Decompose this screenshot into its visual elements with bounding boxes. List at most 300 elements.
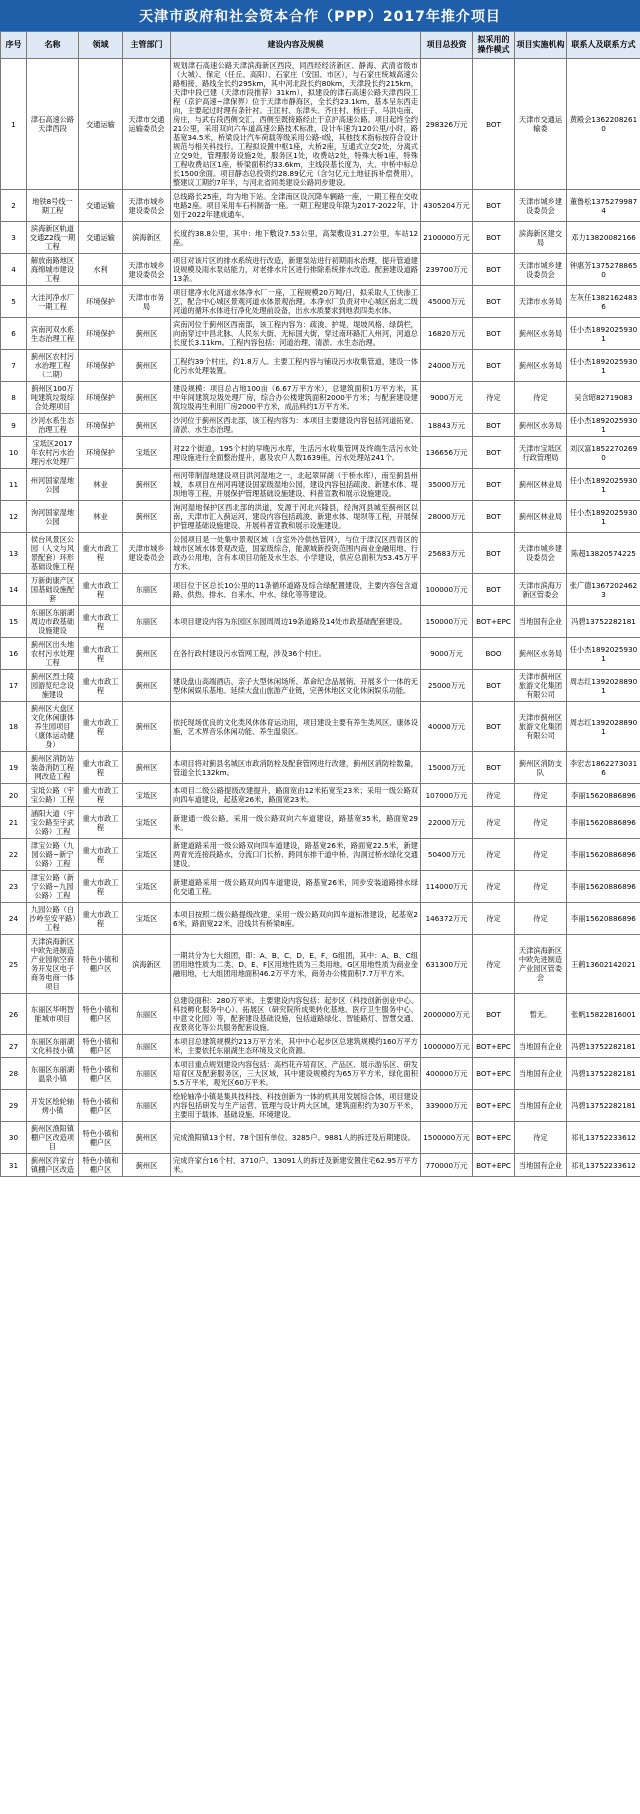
row-no: 26 (1, 994, 27, 1035)
row-field: 重大市政工程 (79, 574, 123, 606)
table-row (1, 903, 640, 935)
row-invest: 50400万元 (421, 839, 473, 871)
table-row (1, 533, 640, 574)
row-invest: 18843万元 (421, 414, 473, 437)
row-field: 水利 (79, 254, 123, 286)
row-org: 滨海新区建交局 (515, 222, 567, 254)
row-name: 大洼河净水厂一期工程 (27, 286, 79, 318)
row-org: 暂无。 (515, 994, 567, 1035)
row-org: 待定 (515, 871, 567, 903)
row-content: 本项目按照二级公路提级改建，采用一级公路双向四车道标准建设，起基宽26米，路面宽22米，沿线共有桥梁8座。 (171, 903, 421, 935)
row-field: 交通运输 (79, 222, 123, 254)
row-invest: 631300万元 (421, 935, 473, 994)
row-name: 蓟州区烈士陵园游览纪念设施建设 (27, 670, 79, 702)
row-no: 5 (1, 286, 27, 318)
row-mode: BOT+EPC (473, 1090, 515, 1122)
col-header-mode: 拟采用的操作模式 (473, 32, 515, 59)
row-field: 特色小镇和棚户区 (79, 1035, 123, 1058)
row-invest: 339000万元 (421, 1090, 473, 1122)
row-mode: BOT (473, 574, 515, 606)
row-dept: 蓟州区 (123, 414, 171, 437)
row-dept: 蓟州区 (123, 752, 171, 784)
row-dept: 宝坻区 (123, 903, 171, 935)
row-field: 重大市政工程 (79, 533, 123, 574)
row-content: 项目对该片区的排水系统进行改造，新建泵站进行初期雨水治理，提升管道建设规模及雨水泵站能力，对老排水片区进行排除系统排水改造。配套建设道路13条。 (171, 254, 421, 286)
row-mode: 待定 (473, 784, 515, 807)
row-invest: 28000万元 (421, 501, 473, 533)
row-content: 绘轮轴净小镇是集具技科技、科技创新为一体的机具用发展综合体，项目建设内容包括研发与生产运营、管理与设计两大区域，建筑面积约为30万平米，主要用于载体、基础设施、环境建设。 (171, 1090, 421, 1122)
row-dept: 东丽区 (123, 574, 171, 606)
row-mode: BOT (473, 254, 515, 286)
row-invest: 16820万元 (421, 318, 473, 350)
col-header-contact: 联系人及联系方式 (567, 32, 640, 59)
row-org: 当地国有企业 (515, 1154, 567, 1177)
row-invest: 114000万元 (421, 871, 473, 903)
row-name: 开发区绘轮轴烤小镇 (27, 1090, 79, 1122)
row-org: 蓟州区水务局 (515, 350, 567, 382)
row-dept: 蓟州区 (123, 1154, 171, 1177)
table-row (1, 222, 640, 254)
table-row (1, 1058, 640, 1090)
row-no: 24 (1, 903, 27, 935)
row-mode: BOT (473, 702, 515, 752)
row-dept: 蓟州区 (123, 638, 171, 670)
row-invest: 9000万元 (421, 382, 473, 414)
row-dept: 蓟州区 (123, 1122, 171, 1154)
row-content: 本项目总建筑规模约213万平方米，其中中心起步区总建筑规模约160万平方米，主要依托东丽湖生态环境及文化资源。 (171, 1035, 421, 1058)
row-name: 东丽区东丽湖文化科技小镇 (27, 1035, 79, 1058)
row-field: 重大市政工程 (79, 702, 123, 752)
row-contact: 左灰任13821624836 (567, 286, 640, 318)
table-row (1, 1035, 640, 1058)
row-invest: 770000万元 (421, 1154, 473, 1177)
row-dept: 宝坻区 (123, 839, 171, 871)
table-row (1, 190, 640, 222)
row-content: 工程约39个村庄，约1.8万人。主要工程内容与铺设污水收集管道，建设一体化污水处理装置。 (171, 350, 421, 382)
row-no: 20 (1, 784, 27, 807)
table-header-row (1, 32, 640, 59)
row-org: 天津市水务局 (515, 286, 567, 318)
row-field: 特色小镇和棚户区 (79, 994, 123, 1035)
row-contact: 李丽15620886896 (567, 871, 640, 903)
row-no: 19 (1, 752, 27, 784)
row-invest: 136656万元 (421, 437, 473, 469)
table-row (1, 1154, 640, 1177)
row-dept: 天津市城乡建设委员会 (123, 533, 171, 574)
table-row (1, 752, 640, 784)
table-row (1, 350, 640, 382)
row-no: 16 (1, 638, 27, 670)
row-invest: 2100000万元 (421, 222, 473, 254)
row-field: 特色小镇和棚户区 (79, 1090, 123, 1122)
row-no: 10 (1, 437, 27, 469)
table-row (1, 254, 640, 286)
row-name: 蓟州区渔阳镇棚户区改造项目 (27, 1122, 79, 1154)
table-row (1, 574, 640, 606)
row-no: 18 (1, 702, 27, 752)
row-content: 公园项目是一处集中景观区域（含室外冷供热管网），与位于津汉区西青区的城市区域水体景观改造，国家级综合，能源城新投资范围内商业金融用地、行政办公用地，含有本项目功能及水生态、小学建设，供应总面积为53.45万平方米。 (171, 533, 421, 574)
row-name: 沙河水系生态治理工程 (27, 414, 79, 437)
row-name: 洵河国家湿地公园 (27, 501, 79, 533)
row-dept: 天津市城乡建设委员会 (123, 254, 171, 286)
row-no: 6 (1, 318, 27, 350)
row-no: 31 (1, 1154, 27, 1177)
row-name: 宾南河双水系生态治理工程 (27, 318, 79, 350)
row-content: 完成渔阳镇13个村、78个国有单位、3285户、9881人的拆迁及后期建设。 (171, 1122, 421, 1154)
row-contact: 钟惠芳13752788650 (567, 254, 640, 286)
table-row (1, 638, 640, 670)
row-content: 在各行政村建设污水管网工程，涉及36个村庄。 (171, 638, 421, 670)
row-invest: 298326万元 (421, 59, 473, 190)
row-mode: BOT (473, 501, 515, 533)
row-field: 重大市政工程 (79, 670, 123, 702)
table-row (1, 994, 640, 1035)
row-no: 25 (1, 935, 27, 994)
row-content: 沙河位于蓟州区西北部，该工程内容为：本项目主要建设内容包括河道拓宽、清淤、水生态治理。 (171, 414, 421, 437)
row-contact: 冯碧13752282181 (567, 1058, 640, 1090)
table-row (1, 286, 640, 318)
row-dept: 宝坻区 (123, 784, 171, 807)
row-invest: 22000万元 (421, 807, 473, 839)
row-org: 当地国有企业 (515, 1035, 567, 1058)
row-org: 蓟州区水务局 (515, 638, 567, 670)
row-mode: BOT (473, 670, 515, 702)
row-dept: 蓟州区 (123, 350, 171, 382)
row-name: 蓟州区农村污水治理工程（二期） (27, 350, 79, 382)
row-field: 特色小镇和棚户区 (79, 935, 123, 994)
row-org: 待定 (515, 903, 567, 935)
row-dept: 宝坻区 (123, 871, 171, 903)
row-contact: 冯碧13752282181 (567, 606, 640, 638)
row-field: 特色小镇和棚户区 (79, 1154, 123, 1177)
col-header-name: 名称 (27, 32, 79, 59)
row-mode: 待定 (473, 839, 515, 871)
row-content: 建设规模：项目总占地100亩（6.67万平方米），总建筑面积1万平方米，其中年间建筑垃圾处理厂房，综合办公楼建筑面积2000平方米；与配套建设建筑垃圾再生利用厂房2000平方米，成品料约1万平方米。 (171, 382, 421, 414)
row-contact: 周志红13920288901 (567, 670, 640, 702)
row-no: 4 (1, 254, 27, 286)
row-name: 蓟州区100万吨建筑垃圾综合处理项目 (27, 382, 79, 414)
row-name: 天津滨海新区中欧先进制造产业园航空商务开发区电子商务电商一体项目 (27, 935, 79, 994)
row-name: 蓟州区出头地农村污水处理工程 (27, 638, 79, 670)
row-name: 万新街康产区国基础设施配套 (27, 574, 79, 606)
row-name: 蓟州区许家台镇棚户区改造 (27, 1154, 79, 1177)
row-content: 总建设面积：280万平米。主要建设内容包括：起步区（科技创新创业中心、科技孵化服务中心）、拓展区（研究院所成果转化基地、医疗卫生服务中心、中意文化园）等，配套建设基础设施，包括道路绿化、智能路灯、智慧交通、夜景亮化等公共服务配套设施。 (171, 994, 421, 1035)
row-mode: BOT (473, 469, 515, 501)
row-org: 待定 (515, 807, 567, 839)
row-mode: BOO (473, 638, 515, 670)
row-contact: 王鹤13602142021 (567, 935, 640, 994)
col-header-invest: 项目总投资 (421, 32, 473, 59)
row-mode: BOT (473, 437, 515, 469)
row-content: 新建道路采用一级公路双向四车道建设，路基宽26米，路面宽22.5米，新建两青光连接段路水，分流口门长桥、跨同东排干道中桥、沟洞过桥水绿化交通建设。 (171, 839, 421, 871)
row-dept: 东丽区 (123, 1090, 171, 1122)
row-field: 重大市政工程 (79, 871, 123, 903)
row-org: 天津市蓟州区旅游文化集团有限公司 (515, 702, 567, 752)
row-org: 天津市城乡建设委员会 (515, 533, 567, 574)
row-content: 依托现场优良的文化类风休体育运动用，项目建设主要有养生类风区、康体设施，艺术界音乐休闲功能、养生温泉区。 (171, 702, 421, 752)
row-contact: 张帆15822816001 (567, 994, 640, 1035)
table-row (1, 1122, 640, 1154)
row-org: 蓟州区水务局 (515, 414, 567, 437)
row-dept: 天津市交通运输委员会 (123, 59, 171, 190)
table-row (1, 501, 640, 533)
row-content: 项目建净水化河道水体净水厂一座，工程规模20万吨/日，拟采取人工快渗工艺，配合中心城区景观河道水体景观治理。本净水厂负责对中心城区南北二级河道的循环水体进行净化处理前设备，出水水质要求到地表四类水体。 (171, 286, 421, 318)
row-field: 环境保护 (79, 414, 123, 437)
row-invest: 1000000万元 (421, 1035, 473, 1058)
table-row (1, 702, 640, 752)
row-contact: 李丽15620886896 (567, 903, 640, 935)
row-mode: BOT+EPC (473, 606, 515, 638)
table-row (1, 670, 640, 702)
row-content: 一期共分为七大组团，即：A、B、C、D、E、F、G组团，其中：A、B、C组团用地性质为二类、D、E、F区用地性质为三类用地。G区用地性质为商业金融用地，七大组团用地面积46.2万平方米，商务办公楼面积7.7万平方米。 (171, 935, 421, 994)
row-name: 解放南路地区海绵城市建设工程 (27, 254, 79, 286)
row-dept: 蓟州区 (123, 318, 171, 350)
row-name: 侯台风景区公园（人文与风景配套）环形基础设施工程 (27, 533, 79, 574)
row-no: 17 (1, 670, 27, 702)
row-mode: 待定 (473, 807, 515, 839)
row-contact: 任小杰18920259301 (567, 414, 640, 437)
table-row (1, 382, 640, 414)
row-dept: 蓟州区 (123, 702, 171, 752)
row-mode: 待定 (473, 935, 515, 994)
row-contact: 周志红13920288901 (567, 702, 640, 752)
row-org: 天津市宝坻区行政管理局 (515, 437, 567, 469)
row-name: 州河国家湿地公园 (27, 469, 79, 501)
row-contact: 李宏志18622730316 (567, 752, 640, 784)
row-mode: 待定 (473, 871, 515, 903)
row-invest: 2000000万元 (421, 994, 473, 1035)
row-invest: 146372万元 (421, 903, 473, 935)
col-header-field: 领域 (79, 32, 123, 59)
row-mode: BOT+EPC (473, 1058, 515, 1090)
row-org: 待定 (515, 382, 567, 414)
row-dept: 宝坻区 (123, 437, 171, 469)
row-dept: 蓟州区 (123, 382, 171, 414)
row-org: 当地国有企业 (515, 1058, 567, 1090)
row-name: 蓟州区大盘区文化休闲康体养生园项目（康体运动健身） (27, 702, 79, 752)
row-mode: BOT+EPC (473, 1035, 515, 1058)
row-invest: 4305204万元 (421, 190, 473, 222)
row-content: 新建道路采用一级公路双向四车道建设，路基宽26米，同步安装道路排水绿化交通工程。 (171, 871, 421, 903)
table-row (1, 414, 640, 437)
row-org: 当地国有企业 (515, 606, 567, 638)
row-field: 林业 (79, 469, 123, 501)
col-header-dept: 主管部门 (123, 32, 171, 59)
row-no: 1 (1, 59, 27, 190)
row-field: 重大市政工程 (79, 839, 123, 871)
row-org: 蓟州区林业局 (515, 469, 567, 501)
table-row (1, 469, 640, 501)
row-content: 宾南河位于蓟州区西南部，该工程内容为：疏浚、护堤、堤坡风格、绿荫栏，向南穿过中昌北脉、人民东大街、无标国大街，穿过南环路汇入州河，河道总长度长3.11km。工程内容包括：河道治理、清淤、水生态治理。 (171, 318, 421, 350)
row-org: 当地国有企业 (515, 1090, 567, 1122)
row-org: 待定 (515, 784, 567, 807)
row-invest: 15000万元 (421, 752, 473, 784)
row-dept: 东丽区 (123, 1035, 171, 1058)
row-field: 环境保护 (79, 286, 123, 318)
row-no: 30 (1, 1122, 27, 1154)
row-content: 项目位于区总长10公里的11条循环道路及综合绿配置建设，主要内容包含道路、供热、排水、自来水、中水、绿化等等建设。 (171, 574, 421, 606)
row-field: 交通运输 (79, 190, 123, 222)
ppp-projects-table (0, 31, 640, 1177)
row-field: 环境保护 (79, 318, 123, 350)
row-mode: 待定 (473, 903, 515, 935)
row-mode: BOT (473, 190, 515, 222)
row-invest: 100000万元 (421, 574, 473, 606)
row-field: 交通运输 (79, 59, 123, 190)
row-no: 11 (1, 469, 27, 501)
row-dept: 蓟州区 (123, 469, 171, 501)
row-field: 特色小镇和棚户区 (79, 1122, 123, 1154)
row-no: 12 (1, 501, 27, 533)
row-name: 东丽区华明智能城市项目 (27, 994, 79, 1035)
row-field: 重大市政工程 (79, 752, 123, 784)
row-org: 天津市交通运输委 (515, 59, 567, 190)
col-header-org: 项目实施机构 (515, 32, 567, 59)
row-org: 天津市城乡建设委员会 (515, 254, 567, 286)
row-contact: 任小杰18920259301 (567, 501, 640, 533)
row-name: 地铁8号线一期工程 (27, 190, 79, 222)
row-contact: 祁礼13752233612 (567, 1122, 640, 1154)
table-row (1, 606, 640, 638)
table-body (1, 59, 640, 1177)
table-row (1, 839, 640, 871)
col-header-content: 建设内容及规模 (171, 32, 421, 59)
row-content: 洵河湿地保护区西北部的洪道，发源于河北兴隆县，经洵河县城至蓟州区以南，天津市汇入蓟运河，建设内容包括疏浚、新建水体、堤坝等工程，开展保护管理基础设施建设、开展科普宣教和展示设施建设。 (171, 501, 421, 533)
row-dept: 蓟州区 (123, 670, 171, 702)
row-contact: 任小杰18920259301 (567, 350, 640, 382)
row-field: 重大市政工程 (79, 638, 123, 670)
table-row (1, 1090, 640, 1122)
row-mode: BOT (473, 318, 515, 350)
row-field: 重大市政工程 (79, 606, 123, 638)
row-name: 津宝公路（九园公路~新宁公路）工程 (27, 839, 79, 871)
row-dept: 宝坻区 (123, 807, 171, 839)
row-mode: BOT+EPC (473, 1122, 515, 1154)
row-no: 3 (1, 222, 27, 254)
row-mode: BOT (473, 350, 515, 382)
row-invest: 25683万元 (421, 533, 473, 574)
row-field: 林业 (79, 501, 123, 533)
table-row (1, 871, 640, 903)
row-contact: 李丽15620886896 (567, 807, 640, 839)
row-dept: 天津市市务局 (123, 286, 171, 318)
row-org: 天津滨海新区中欧先进制造产业园区管委会 (515, 935, 567, 994)
table-row (1, 318, 640, 350)
row-no: 14 (1, 574, 27, 606)
row-contact: 任小杰18920259301 (567, 318, 640, 350)
row-org: 天津市蓟州区旅游文化集团有限公司 (515, 670, 567, 702)
row-dept: 东丽区 (123, 994, 171, 1035)
row-content: 新建通一级公路，采用一级公路双向六车道建设，路基宽35米，路面宽29米。 (171, 807, 421, 839)
row-mode: BOT (473, 59, 515, 190)
row-mode: BOT (473, 752, 515, 784)
row-invest: 24000万元 (421, 350, 473, 382)
row-no: 21 (1, 807, 27, 839)
row-no: 9 (1, 414, 27, 437)
row-field: 环境保护 (79, 382, 123, 414)
row-dept: 滨海新区 (123, 935, 171, 994)
row-invest: 40000万元 (421, 702, 473, 752)
row-content: 本项目建设内容为东园区东园周周边19条道路及14处市政基础配套建设。 (171, 606, 421, 638)
row-org: 天津市滨海万新区管委会 (515, 574, 567, 606)
table-row (1, 807, 640, 839)
row-dept: 滨海新区 (123, 222, 171, 254)
row-mode: BOT (473, 222, 515, 254)
row-content: 长度约38.8公里，其中：地下敷设7.53公里，高架敷设31.27公里，车站12座。 (171, 222, 421, 254)
table-row (1, 784, 640, 807)
row-no: 27 (1, 1035, 27, 1058)
row-mode: BOT (473, 414, 515, 437)
row-content: 本项目将对蓟县名城区市政消防栓及配套管网进行改建，蓟州区消防栓数量，管道全长132km。 (171, 752, 421, 784)
row-org: 待定 (515, 839, 567, 871)
row-contact: 吴含昭82719083 (567, 382, 640, 414)
row-no: 2 (1, 190, 27, 222)
row-field: 重大市政工程 (79, 903, 123, 935)
table-row (1, 935, 640, 994)
row-content: 州河带制湿地建设项目洪河湿地之一，北起翠屏湖（于桥水库），南至蓟县州城，本项目在州河再建设国家级湿地公园，建设内容包括疏浚、新建水体、堤坝地等工程，开展保护管理基础设施建设、科普宣教和展示设施建设。 (171, 469, 421, 501)
row-contact: 邓力13820082166 (567, 222, 640, 254)
row-name: 滨海新区轨道交通Z2线一期工程 (27, 222, 79, 254)
row-name: 涵阳大道（宇宝公路至宇武公路）工程 (27, 807, 79, 839)
row-contact: 黄殿会13622082610 (567, 59, 640, 190)
row-field: 环境保护 (79, 437, 123, 469)
row-contact: 刘汉富18522702690 (567, 437, 640, 469)
row-invest: 9000万元 (421, 638, 473, 670)
row-dept: 蓟州区 (123, 501, 171, 533)
row-invest: 25000万元 (421, 670, 473, 702)
row-contact: 李丽15620886896 (567, 839, 640, 871)
row-contact: 董鲁松13752799874 (567, 190, 640, 222)
row-contact: 任小杰18920259301 (567, 638, 640, 670)
row-no: 7 (1, 350, 27, 382)
row-content: 本项目重点规划建设内容包括：高档花卉培育区、产品区、展示游乐区、研发培育区及配套服务区，三大区域，其中建设规模约为65万平方米，绿化面积5.5万平米，观光区60万平米。 (171, 1058, 421, 1090)
row-content: 对22个街道，195个村的早晚污水库，生活污水收集管网及终端生活污水处理设施进行全面整治提升，惠及农户人数1639座，污水处理站241个。 (171, 437, 421, 469)
row-dept: 天津市城乡建设委员会 (123, 190, 171, 222)
row-mode: BOT (473, 994, 515, 1035)
row-org: 蓟州区林业局 (515, 501, 567, 533)
row-field: 重大市政工程 (79, 807, 123, 839)
row-contact: 张广德13672024623 (567, 574, 640, 606)
table-row (1, 59, 640, 190)
row-contact: 陈超13820574225 (567, 533, 640, 574)
row-name: 东丽区东丽湖温泉小镇 (27, 1058, 79, 1090)
row-field: 环境保护 (79, 350, 123, 382)
row-no: 28 (1, 1058, 27, 1090)
row-dept: 东丽区 (123, 606, 171, 638)
row-mode: BOT (473, 533, 515, 574)
row-contact: 任小杰18920259301 (567, 469, 640, 501)
row-name: 蓟州区消防站装备消防工程网改造工程 (27, 752, 79, 784)
row-content: 完成许家台16个村、3710户、13091人的拆迁及新建安置住宅62.95万平方米。 (171, 1154, 421, 1177)
row-dept: 东丽区 (123, 1058, 171, 1090)
row-invest: 150000万元 (421, 606, 473, 638)
row-no: 23 (1, 871, 27, 903)
row-name: 东丽区东丽湖周边市政基础设施建设 (27, 606, 79, 638)
row-invest: 35000万元 (421, 469, 473, 501)
row-no: 22 (1, 839, 27, 871)
row-content: 建设盘山高端酒店、亲子大型休闲场所、革命纪念品展销、开展多个一体的无型休闲娱乐基地。延续大盘山旅游产业链，完善休地区文化休闲娱乐功能。 (171, 670, 421, 702)
row-no: 29 (1, 1090, 27, 1122)
row-invest: 400000万元 (421, 1058, 473, 1090)
row-no: 8 (1, 382, 27, 414)
row-invest: 1500000万元 (421, 1122, 473, 1154)
row-contact: 冯碧13752282181 (567, 1090, 640, 1122)
col-header-no: 序号 (1, 32, 27, 59)
row-org: 天津市城乡建设委员会 (515, 190, 567, 222)
row-name: 津石高速公路天津西段 (27, 59, 79, 190)
row-invest: 45000万元 (421, 286, 473, 318)
row-mode: BOT+EPC (473, 1154, 515, 1177)
